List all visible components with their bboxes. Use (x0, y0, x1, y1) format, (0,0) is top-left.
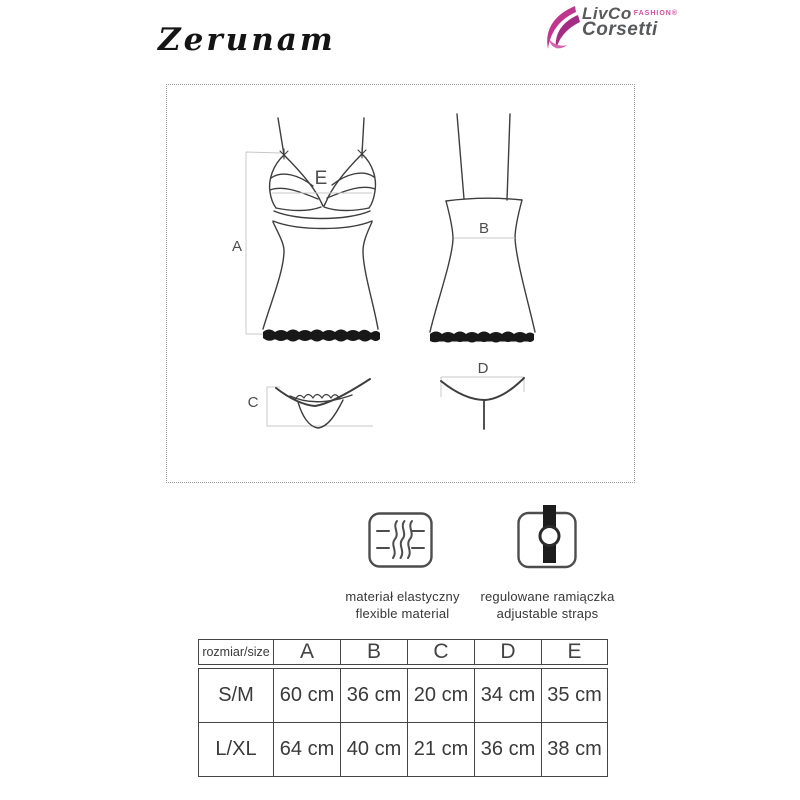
brand-name-bottom: Corsetti (582, 19, 658, 40)
column-header-c: C (408, 640, 475, 665)
caption-line-en: flexible material (355, 606, 450, 621)
measure-label-d: D (477, 360, 489, 377)
caption-line-en: adjustable straps (496, 606, 599, 621)
brand-fashion-label: FASHION® (633, 10, 679, 17)
size-label: L/XL (199, 723, 274, 777)
back-view-drawing (430, 114, 535, 343)
measure-a-bracket (232, 152, 283, 334)
size-table (198, 639, 608, 777)
adjustable-straps-caption (460, 588, 635, 622)
caption-line-pl: regulowane ramiączka (480, 589, 615, 604)
value-cell: 35 cm (542, 669, 608, 723)
column-header-a: A (274, 640, 341, 665)
measure-label-e: E (314, 168, 328, 189)
value-cell: 60 cm (274, 669, 341, 723)
column-header-d: D (475, 640, 542, 665)
brand-logo (541, 5, 678, 51)
brand-logo-text (582, 5, 678, 39)
briefs-back-view-drawing (441, 360, 524, 429)
elastic-material-icon (368, 512, 433, 573)
value-cell: 38 cm (542, 723, 608, 777)
corner-label: rozmiar/size (199, 640, 274, 665)
value-cell: 36 cm (341, 669, 408, 723)
caption-line-pl: materiał elastyczny (345, 589, 460, 604)
table-row-lxl (199, 723, 608, 777)
column-header-e: E (542, 640, 608, 665)
measure-label-a: A (231, 238, 243, 255)
value-cell: 40 cm (341, 723, 408, 777)
product-name: Zerunam (158, 22, 336, 58)
value-cell: 64 cm (274, 723, 341, 777)
brand-swirl-icon (541, 5, 581, 51)
front-view-drawing (263, 118, 380, 342)
size-label: S/M (199, 669, 274, 723)
value-cell: 21 cm (408, 723, 475, 777)
size-table-body (198, 668, 608, 777)
brand-name-top: LivCo (582, 4, 632, 23)
table-row-sm (199, 669, 608, 723)
garment-diagram-svg (167, 85, 634, 482)
size-table-header (198, 639, 608, 665)
value-cell: 34 cm (475, 669, 542, 723)
adjustable-straps-icon (517, 505, 577, 574)
measure-label-c: C (247, 394, 259, 411)
measurement-diagram (166, 84, 635, 483)
elastic-material-caption (330, 588, 475, 622)
value-cell: 20 cm (408, 669, 475, 723)
measure-label-b: B (478, 220, 490, 237)
briefs-front-view-drawing (248, 379, 373, 428)
value-cell: 36 cm (475, 723, 542, 777)
column-header-b: B (341, 640, 408, 665)
